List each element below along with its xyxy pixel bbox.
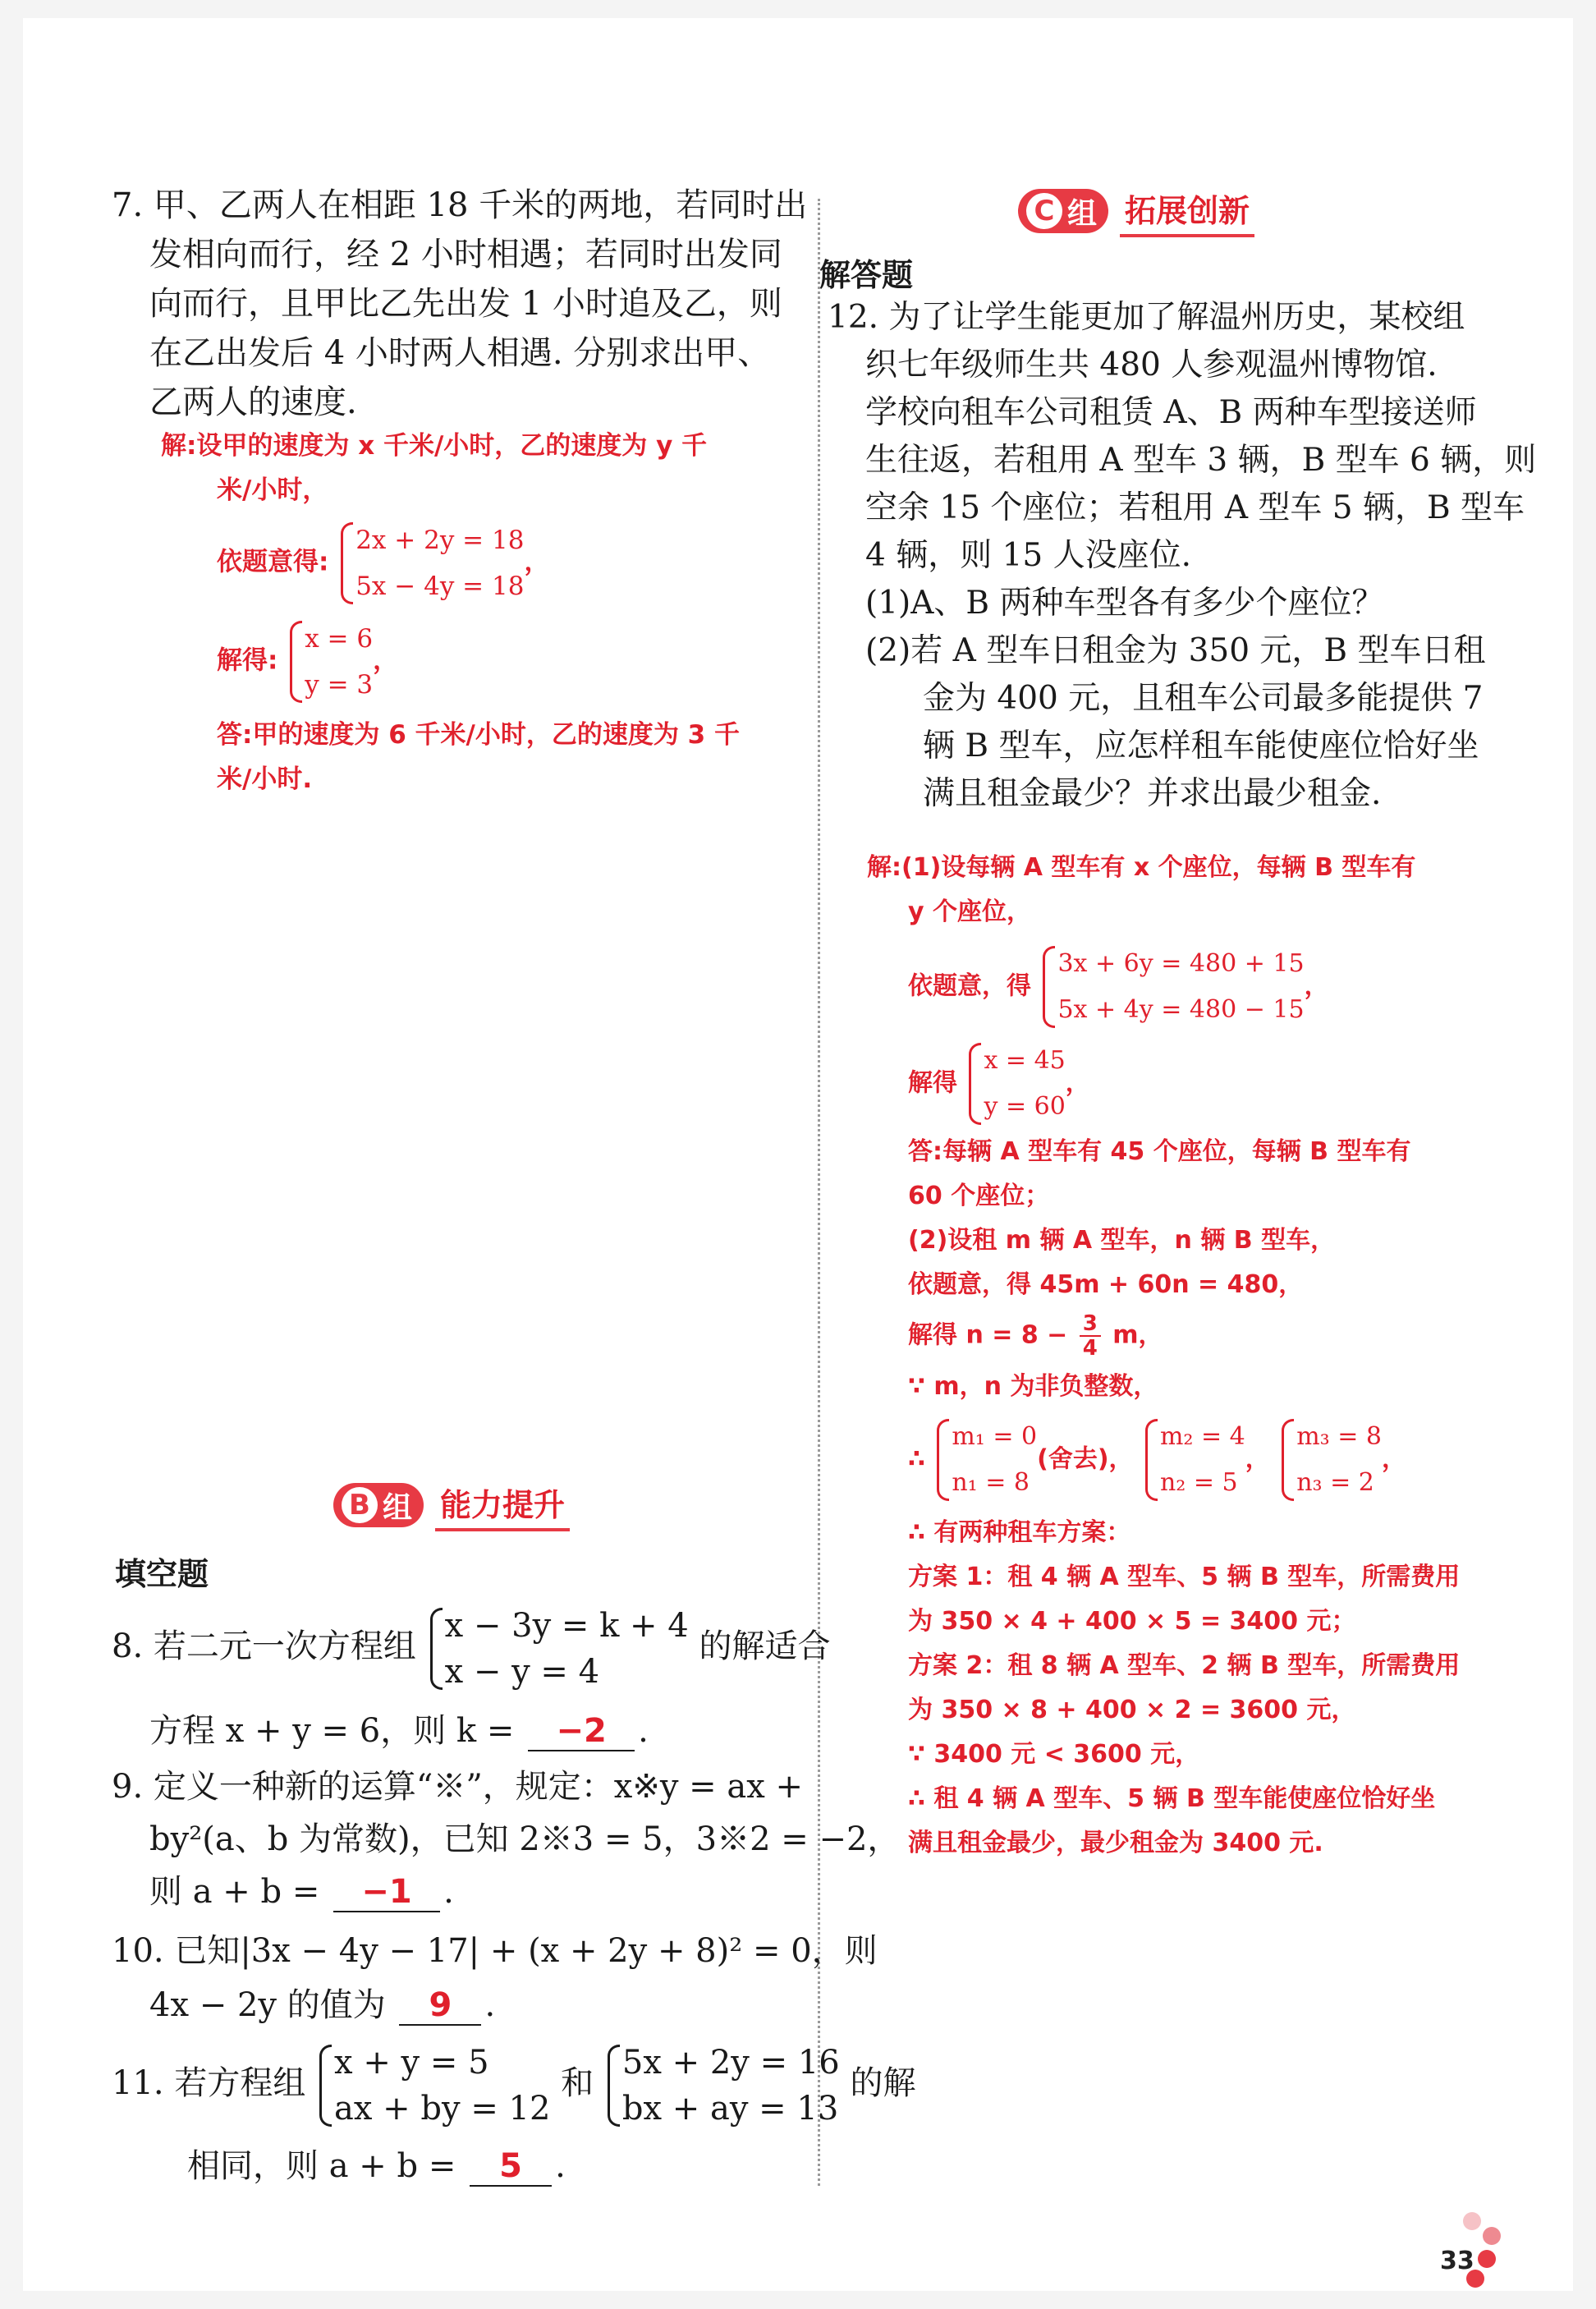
group-badge	[333, 1483, 424, 1527]
punctuation: ，	[1065, 1068, 1090, 1098]
group-b-heading	[333, 1480, 570, 1531]
question-7	[112, 181, 808, 427]
group-letter: B	[342, 1487, 378, 1523]
punctuation: .	[484, 1986, 496, 2024]
question-text: 的解适合	[699, 1627, 831, 1665]
equation: x − y = 4	[444, 1653, 600, 1691]
equation: 5x − 4y = 18	[355, 572, 525, 601]
question-12-line: 空余 15 个座位；若租用 A 型车 5 辆，B 型车	[865, 489, 1525, 526]
question-12	[828, 294, 1550, 818]
punctuation: .	[555, 2147, 566, 2185]
question-10	[112, 1926, 878, 2030]
equation-system	[337, 517, 524, 609]
question-12-solution	[867, 846, 1573, 1866]
equation: 3x + 6y = 480 + 15	[1057, 949, 1305, 978]
fill-in-section-label: 填空题	[115, 1556, 209, 1592]
group-c-heading	[1018, 186, 1254, 236]
punctuation: .	[638, 1712, 649, 1750]
solve-label: 解得:	[217, 645, 278, 676]
question-text: 8. 若二元一次方程组	[112, 1627, 416, 1665]
question-12-line: 12. 为了让学生能更加了解温州历史，某校组	[828, 299, 1465, 336]
equation-system	[427, 1603, 689, 1695]
question-8	[112, 1603, 831, 1756]
equation-system	[1039, 941, 1304, 1033]
solution-line: 解:设甲的速度为 x 千米/小时，乙的速度为 y 千	[161, 431, 708, 461]
question-9-line: by²(a、b 为常数)，已知 2※3 = 5，3※2 = −2，	[149, 1820, 901, 1858]
question-12-line: 生往返，若租用 A 型车 3 辆，B 型车 6 辆，则	[865, 442, 1537, 479]
question-7-solution	[161, 424, 801, 801]
solution-text: 解得 n = 8 −	[908, 1320, 1068, 1350]
solution-line: 解:(1)设每辆 A 型车有 x 个座位，每辆 B 型车有	[867, 853, 1416, 882]
solution-line: ∵ m，n 为非负整数，	[908, 1372, 1158, 1401]
question-12-line: 学校向租车公司租赁 A、B 两种车型接送师	[865, 394, 1477, 431]
question-8-line	[112, 1603, 831, 1695]
question-text: 相同，则 a + b =	[187, 2147, 456, 2185]
question-12-part-2: 金为 400 元，且租车公司最多能提供 7	[923, 680, 1484, 717]
question-11-line	[112, 2141, 818, 2191]
question-12-part-2: 满且租金最少？并求出最少租金.	[923, 775, 1382, 812]
solution-line	[867, 1312, 1573, 1360]
solution-line: 依题意，得 45m + 60n = 480，	[908, 1270, 1304, 1299]
question-8-line	[112, 1706, 818, 1756]
punctuation: ，	[1304, 971, 1329, 1001]
question-12-part-2: 辆 B 型车，应怎样租车能使座位恰好坐	[923, 728, 1479, 764]
solution-line: ∴ 租 4 辆 A 型车、5 辆 B 型车能使座位恰好坐	[908, 1784, 1436, 1813]
equation: m₁ = 0	[952, 1422, 1038, 1451]
solution-line: 满且租金最少，最少租金为 3400 元.	[908, 1829, 1323, 1857]
solution-setup	[161, 517, 801, 609]
answer-line: 答:甲的速度为 6 千米/小时，乙的速度为 3 千	[217, 720, 741, 750]
equation: 5x + 4y = 480 − 15	[1057, 995, 1305, 1024]
solve-label: 解得	[908, 1068, 957, 1098]
decor-dot	[1463, 2212, 1481, 2230]
equation: 2x + 2y = 18	[355, 526, 525, 555]
group-title: 能力提升	[435, 1480, 570, 1531]
question-7-line: 向而行，且甲比乙先出发 1 小时追及乙，则	[149, 285, 782, 323]
group-suffix: 组	[383, 1490, 413, 1525]
answer-blank	[470, 2147, 552, 2187]
group-badge	[1018, 189, 1108, 233]
fraction	[1080, 1312, 1101, 1360]
solution-line: ∵ 3400 元 < 3600 元，	[908, 1740, 1200, 1769]
equation: x = 6	[305, 624, 374, 654]
solution-result	[867, 1038, 1573, 1130]
equation-system	[287, 616, 373, 708]
group-letter: C	[1026, 193, 1062, 229]
punctuation: ，	[373, 645, 399, 676]
question-12-line: 4 辆，则 15 人没座位.	[865, 537, 1192, 574]
question-10-line: 10. 已知|3x − 4y − 17| + (x + 2y + 8)² = 0，则	[112, 1932, 878, 1970]
question-text: 和	[561, 2064, 594, 2102]
solution-result	[161, 616, 801, 708]
decor-dot	[1478, 2250, 1496, 2268]
equation: 5x + 2y = 16	[621, 2044, 840, 2082]
equation-system	[965, 1038, 1065, 1130]
question-7-line: 发相向而行，经 2 小时相遇；若同时出发同	[149, 236, 782, 273]
question-7-line: 乙两人的速度.	[149, 383, 357, 421]
answer-line: 答:每辆 A 型车有 45 个座位，每辆 B 型车有	[908, 1137, 1411, 1166]
question-12-part-1: (1)A、B 两种车型各有多少个座位？	[865, 585, 1384, 622]
equation-system	[933, 1414, 1037, 1506]
equation-system	[1278, 1414, 1382, 1506]
question-9-line: 9. 定义一种新的运算“※”，规定：x※y = ax +	[112, 1768, 804, 1806]
fraction-denominator: 4	[1082, 1336, 1098, 1361]
equation: x − 3y = k + 4	[444, 1607, 689, 1645]
answer: −2	[556, 1712, 607, 1750]
question-9	[112, 1762, 901, 1917]
punctuation: .	[443, 1873, 454, 1911]
question-12-part-2: (2)若 A 型车日租金为 350 元，B 型车日租	[865, 632, 1486, 669]
group-title: 拓展创新	[1120, 186, 1254, 237]
page	[23, 18, 1573, 2291]
answer: 5	[499, 2147, 522, 2185]
punctuation: ，	[1245, 1444, 1270, 1474]
setup-label: 依题意，得	[908, 971, 1031, 1001]
question-11-line	[112, 2040, 916, 2132]
question-text: 11. 若方程组	[112, 2064, 306, 2102]
solution-setup	[867, 941, 1573, 1033]
solution-line: 方案 2：租 8 辆 A 型车、2 辆 B 型车，所需费用	[908, 1651, 1461, 1680]
question-7-line: 7. 甲、乙两人在相距 18 千米的两地，若同时出	[112, 186, 808, 224]
solution-line: ∴ 有两种租车方案：	[908, 1518, 1131, 1547]
answer-section-label: 解答题	[819, 257, 914, 293]
equation-system	[604, 2040, 840, 2132]
decor-dot	[1483, 2227, 1501, 2245]
equation: x + y = 5	[334, 2044, 489, 2082]
solution-line: 米/小时，	[217, 475, 328, 505]
question-text: 则 a + b =	[149, 1873, 320, 1911]
equation: y = 60	[984, 1092, 1066, 1121]
question-10-line	[112, 1981, 818, 2030]
solution-text: (舍去)，	[1037, 1444, 1134, 1474]
question-9-line	[112, 1867, 818, 1917]
question-12-line: 织七年级师生共 480 人参观温州博物馆.	[865, 347, 1438, 383]
equation: n₁ = 8	[952, 1468, 1030, 1497]
equation-system	[1142, 1414, 1245, 1506]
equation: m₂ = 4	[1159, 1422, 1245, 1451]
equation-system	[316, 2040, 550, 2132]
equation: ax + by = 12	[334, 2090, 551, 2128]
question-7-line: 在乙出发后 4 小时两人相遇. 分别求出甲、	[149, 334, 771, 372]
equation: n₂ = 5	[1159, 1468, 1238, 1497]
solution-cases	[867, 1414, 1573, 1506]
answer-line: 米/小时.	[217, 764, 313, 794]
column-divider	[818, 199, 820, 2186]
solution-line: (2)设租 m 辆 A 型车，n 辆 B 型车，	[908, 1226, 1336, 1255]
equation: n₃ = 2	[1296, 1468, 1374, 1497]
answer-blank	[528, 1712, 635, 1751]
question-11	[112, 2040, 916, 2191]
solution-line: 为 350 × 8 + 400 × 2 = 3600 元，	[908, 1696, 1356, 1724]
equation: y = 3	[305, 670, 374, 700]
equation: x = 45	[984, 1046, 1066, 1075]
equation: bx + ay = 13	[621, 2090, 839, 2128]
page-number: 33	[1440, 2247, 1474, 2275]
answer: −1	[361, 1873, 412, 1911]
group-suffix: 组	[1067, 196, 1098, 231]
therefore-symbol: ∴	[908, 1444, 925, 1474]
solution-line: y 个座位，	[908, 897, 1031, 926]
question-text: 的解	[850, 2064, 916, 2102]
solution-line: 方案 1：租 4 辆 A 型车、5 辆 B 型车，所需费用	[908, 1563, 1461, 1591]
answer-blank	[399, 1986, 481, 2026]
question-text: 方程 x + y = 6，则 k =	[149, 1712, 515, 1750]
question-text: 4x − 2y 的值为	[149, 1986, 386, 2024]
answer: 9	[429, 1986, 452, 2024]
punctuation: ，	[1382, 1444, 1406, 1474]
setup-label: 依题意得:	[217, 547, 329, 577]
punctuation: ，	[524, 547, 550, 577]
solution-text: m，	[1112, 1320, 1163, 1350]
solution-line: 为 350 × 4 + 400 × 5 = 3400 元；	[908, 1607, 1356, 1636]
fraction-numerator: 3	[1080, 1312, 1101, 1337]
equation: m₃ = 8	[1296, 1422, 1382, 1451]
answer-line: 60 个座位；	[908, 1182, 1050, 1210]
answer-blank	[333, 1873, 440, 1912]
